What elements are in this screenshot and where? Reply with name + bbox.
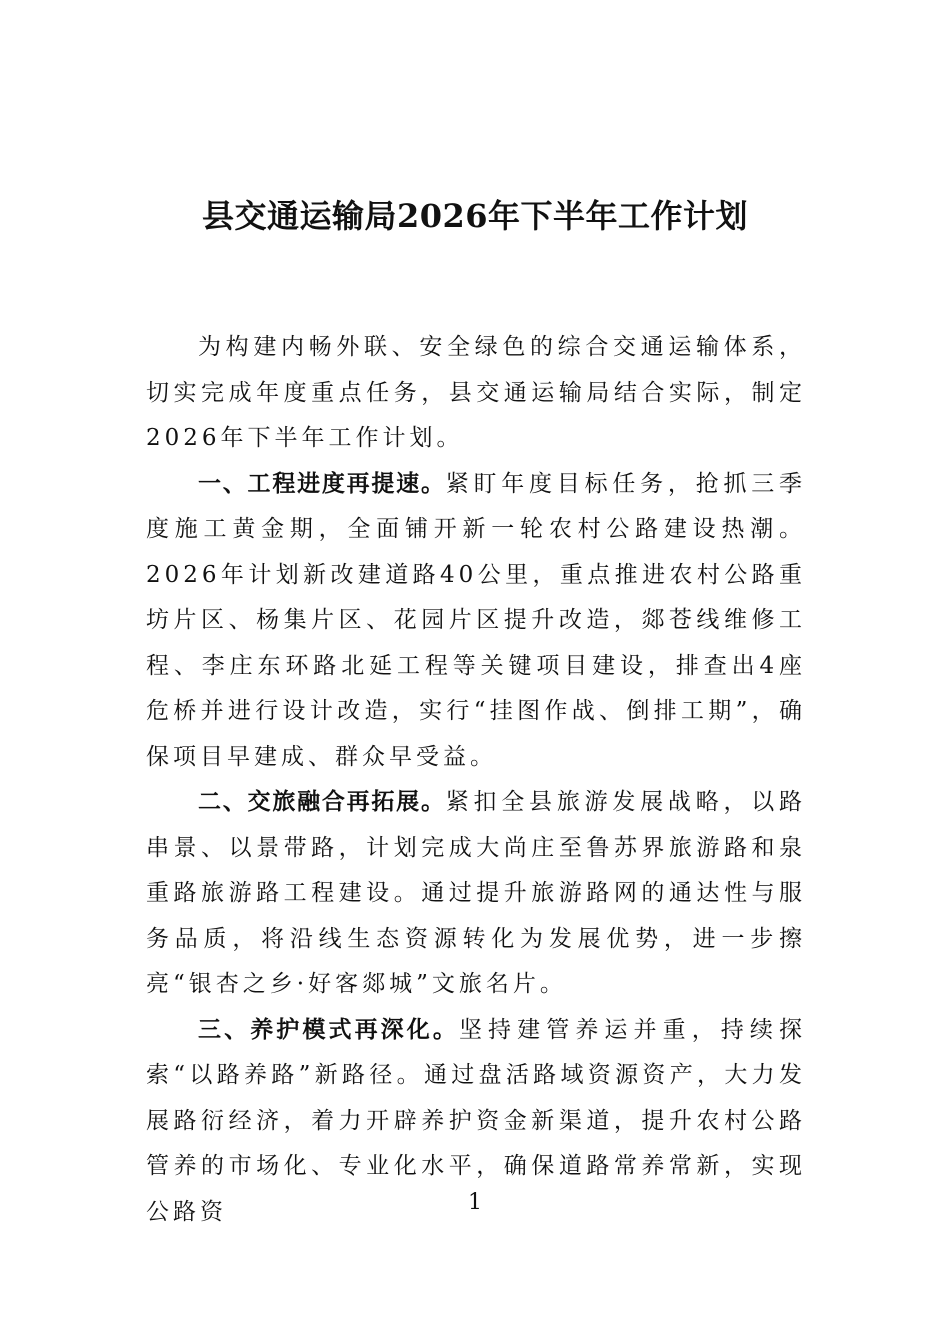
section-paragraph-1 <box>146 462 806 781</box>
document-body <box>146 325 806 1235</box>
section-heading-2: 二、交旅融合再拓展。 <box>198 789 446 815</box>
section-paragraph-2 <box>146 780 806 1008</box>
document-title: 县交通运输局2026年下半年工作计划 <box>201 197 749 235</box>
intro-paragraph: 为构建内畅外联、安全绿色的综合交通运输体系，切实完成年度重点任务，县交通运输局结合实际，制定2026年下半年工作计划。 <box>146 334 806 451</box>
section-text-1: 紧盯年度目标任务，抢抓三季度施工黄金期，全面铺开新一轮农村公路建设热潮。2026年计划新改建道路40公里，重点推进农村公路重坊片区、杨集片区、花园片区提升改造，郯苍线维修工程、李庄东环路北延工程等关键项目建设，排查出4座危桥并进行设计改造，实行“挂图作战、倒排工期”，确保项目早建成、群众早受益。 <box>146 470 807 770</box>
section-text-2: 紧扣全县旅游发展战略，以路串景、以景带路，计划完成大尚庄至鲁苏界旅游路和泉重路旅游路工程建设。通过提升旅游路网的通达性与服务品质，将沿线生态资源转化为发展优势，进一步擦亮“银杏之乡·好客郯城”文旅名片。 <box>146 789 807 997</box>
section-heading-1: 一、工程进度再提速。 <box>198 470 446 497</box>
section-heading-3: 三、养护模式再深化。 <box>198 1016 459 1043</box>
section-text-3: 坚持建管养运并重，持续探索“以路养路”新路径。通过盘活路域资源资产，大力发展路衍经济，着力开辟养护资金新渠道，提升农村公路管养的市场化、专业化水平，确保道路常养常新，实现公路资 <box>146 1016 807 1225</box>
page-number: 1 <box>468 1190 482 1215</box>
